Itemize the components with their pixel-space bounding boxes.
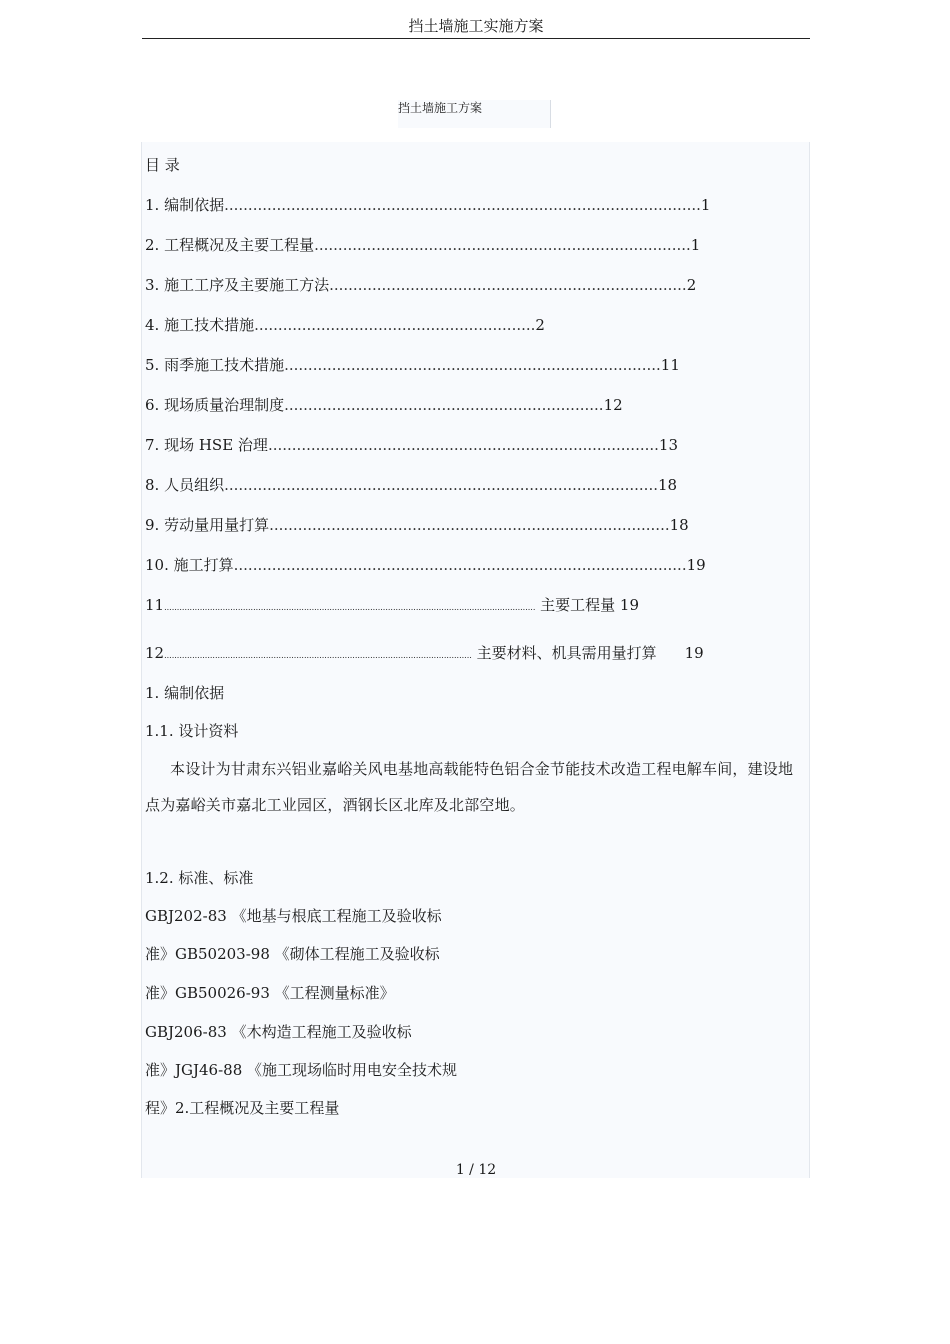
toc-entry-label: 2. 工程概况及主要工程量 — [145, 236, 315, 254]
toc-entry[interactable] — [145, 195, 710, 215]
standard-line: 准》GB50026-93 《工程测量标准》 — [145, 984, 395, 1002]
toc-page: 12 — [603, 396, 623, 414]
toc-entry-number: 12 — [145, 644, 165, 662]
page-number: 1 / 12 — [455, 1162, 497, 1178]
section-heading-1: 1. 编制依据 — [145, 684, 225, 702]
toc-entry-label: 6. 现场质量治理制度 — [145, 396, 285, 414]
toc-leader: ............................................................................................... — [233, 556, 687, 574]
toc-entry[interactable] — [145, 355, 680, 375]
toc-entry-label: 4. 施工技术措施 — [145, 316, 255, 334]
toc-leader: .................................................................................. — [267, 436, 659, 454]
toc-entry-label: 主要材料、机具需用量打算 — [471, 644, 657, 662]
toc-entry[interactable] — [145, 315, 545, 335]
toc-leader: .................................................................................................................................................. — [164, 603, 536, 612]
standard-line: GBJ202-83 《地基与根底工程施工及验收标 — [145, 907, 442, 925]
toc-leader: ................................................................... — [284, 396, 604, 414]
toc-page: 11 — [660, 356, 680, 374]
toc-entry[interactable] — [145, 435, 678, 455]
toc-page: 19 — [686, 556, 706, 574]
toc-page: 18 — [669, 516, 689, 534]
toc-entry[interactable] — [145, 235, 700, 255]
toc-page: 2 — [686, 276, 697, 294]
toc-heading: 目 录 — [145, 156, 180, 174]
toc-page: 19 — [684, 644, 704, 662]
toc-entry[interactable] — [145, 643, 704, 666]
toc-entry-label: 10. 施工打算 — [145, 556, 234, 574]
running-header: 挡土墙施工实施方案 — [142, 16, 810, 39]
toc-entry-label: 主要工程量 19 — [535, 596, 639, 614]
toc-entry-label: 7. 现场 HSE 治理 — [145, 436, 268, 454]
toc-entry-label: 9. 劳动量用量打算 — [145, 516, 270, 534]
toc-entry[interactable] — [145, 515, 689, 535]
toc-leader: ............................................................................... — [284, 356, 661, 374]
standard-line: GBJ206-83 《木构造工程施工及验收标 — [145, 1023, 412, 1041]
toc-entry[interactable] — [145, 275, 696, 295]
toc-page: 13 — [658, 436, 679, 454]
toc-page: 18 — [658, 476, 678, 494]
toc-entry[interactable] — [145, 595, 639, 618]
toc-entry-label: 5. 雨季施工技术措施 — [145, 356, 285, 374]
toc-leader: .................................................................................................... — [224, 196, 701, 214]
standard-line: 程》2.工程概况及主要工程量 — [145, 1099, 340, 1117]
toc-entry-number: 11 — [145, 596, 165, 614]
toc-leader: ........................................................................... — [329, 276, 687, 294]
standard-line: 准》GB50203-98 《砌体工程施工及验收标 — [145, 945, 440, 963]
toc-entry-label: 1. 编制依据 — [145, 196, 225, 214]
toc-entry-label: 8. 人员组织 — [145, 476, 225, 494]
section-heading-1-2: 1.2. 标准、标准 — [145, 869, 254, 887]
toc-page: 2 — [535, 316, 545, 334]
toc-entry-label: 3. 施工工序及主要施工方法 — [145, 276, 330, 294]
document-title-box: 挡土墙施工方案 — [398, 100, 551, 128]
toc-leader: .................................................................................... — [269, 516, 670, 534]
toc-entry[interactable] — [145, 395, 623, 415]
design-paragraph: 本设计为甘肃东兴铝业嘉峪关风电基地高载能特色铝合金节能技术改造工程电解车间，建设地点为嘉峪关市嘉北工业园区，酒钢长区北库及北部空地。 — [145, 760, 794, 814]
toc-leader: ............................................................................... — [314, 236, 691, 254]
toc-entry[interactable] — [145, 555, 706, 575]
toc-leader: ........................................................................................... — [224, 476, 658, 494]
toc-leader: ........................................................... — [254, 316, 536, 334]
toc-page: 1 — [690, 236, 701, 254]
toc-page: 1 — [700, 196, 711, 214]
section-heading-1-1: 1.1. 设计资料 — [145, 722, 239, 740]
standard-line: 准》JGJ46-88 《施工现场临时用电安全技术规 — [145, 1061, 458, 1079]
toc-leader: ......................................................................................................................... — [164, 651, 472, 660]
toc-entry[interactable] — [145, 475, 677, 495]
